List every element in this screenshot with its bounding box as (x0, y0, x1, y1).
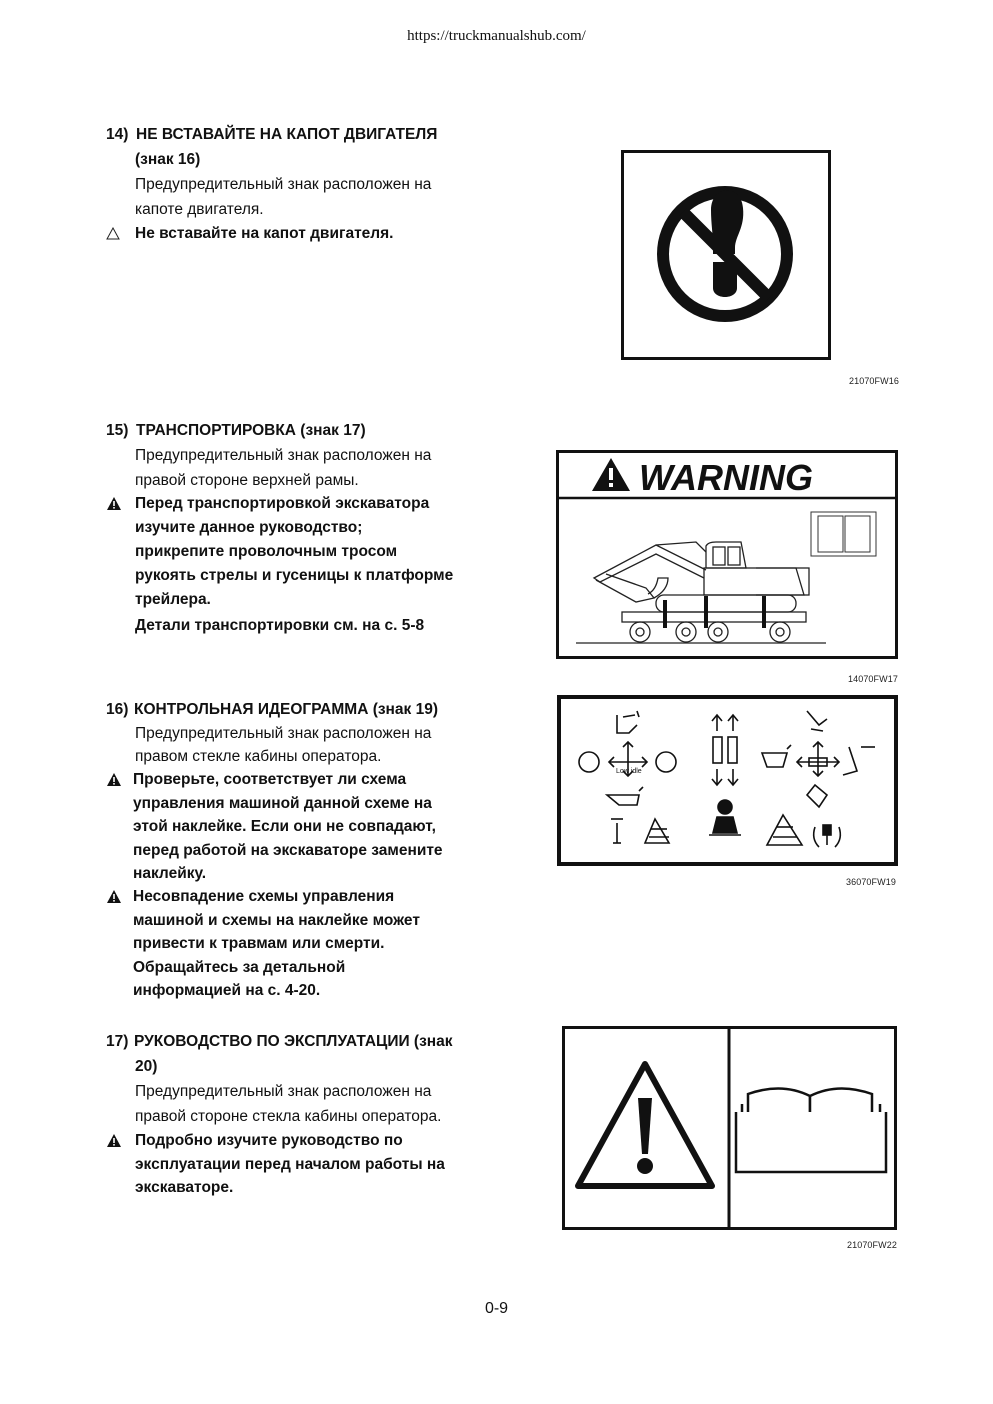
section-14-description-line: Предупредительный знак расположен на (135, 176, 432, 193)
section-16-number: 16) (106, 701, 129, 718)
section-17-warning-line: экскаваторе. (135, 1179, 234, 1196)
low-idle-label: Low idle (616, 768, 642, 775)
section-14-number: 14) (106, 126, 129, 143)
section-14-title (106, 122, 478, 147)
section-15-warning-line: Детали транспортировки см. на с. 5-8 (135, 617, 425, 634)
section-16-warning-line: перед работой на экскаваторе замените (133, 841, 443, 859)
section-14 (106, 122, 478, 222)
section-15-warning-line: трейлера. (135, 591, 211, 608)
section-15-title (106, 418, 478, 443)
no-step-sign-figure (621, 150, 832, 361)
section-17-title (106, 1029, 478, 1054)
control-pattern-decal-figure (557, 695, 898, 866)
section-16-warning-line: Несовпадение схемы управления (133, 888, 395, 905)
section-16-warning (106, 885, 478, 1003)
section-16-warning (106, 768, 478, 886)
section-15-description-line: правой стороне верхней рамы. (135, 472, 359, 489)
section-17 (106, 1029, 478, 1129)
section-17-title-cont: 20) (135, 1058, 158, 1075)
warning-filled-triangle-icon (107, 1134, 121, 1147)
section-14-description-line: капоте двигателя. (135, 201, 264, 218)
section-16-warning-line: управления машиной данной схеме на (133, 794, 432, 812)
page-number: 0-9 (484, 1300, 509, 1317)
figure-code: 21070FW22 (847, 1240, 897, 1250)
figure-code: 21070FW16 (849, 376, 899, 386)
warning-filled-triangle-icon (107, 497, 121, 510)
section-16-description-line: Предупредительный знак расположен на (135, 725, 432, 742)
section-14-warning (106, 222, 478, 246)
section-17-number: 17) (106, 1033, 129, 1050)
transport-warning-sign-figure (556, 450, 898, 660)
figure-code: 14070FW17 (848, 674, 898, 684)
section-14-title-text: НЕ ВСТАВАЙТЕ НА КАПОТ ДВИГАТЕЛЯ (136, 126, 438, 143)
section-15-description-line: Предупредительный знак расположен на (135, 447, 432, 464)
figure-code: 36070FW19 (846, 877, 896, 887)
section-16-warning-line: машиной и схемы на наклейке может (133, 911, 420, 929)
section-17-warning (106, 1129, 478, 1200)
section-17-warning-line: эксплуатации перед началом работы на (135, 1155, 445, 1173)
section-15-warning-line: изучите данное руководство; (135, 519, 363, 536)
section-15-title-text: ТРАНСПОРТИРОВКА (знак 17) (136, 422, 366, 439)
section-14-warning-line: Не вставайте на капот двигателя. (135, 225, 394, 242)
section-17-description-line: Предупредительный знак расположен на (135, 1083, 432, 1100)
section-15-number: 15) (106, 422, 129, 439)
section-16-title (106, 697, 478, 722)
section-16-warning-line: Проверьте, соответствует ли схема (133, 771, 407, 788)
section-16-warning-line: этой наклейке. Если они не совпадают, (133, 818, 436, 835)
section-15-warning-line: Перед транспортировкой экскаватора (135, 495, 430, 512)
caution-outline-triangle-icon (106, 227, 120, 240)
warning-filled-triangle-icon (107, 890, 121, 903)
section-17-description-line: правой стороне стекла кабины оператора. (135, 1108, 442, 1125)
section-14-title-cont: (знак 16) (135, 151, 201, 168)
warning-sign-text: WARNING (639, 457, 813, 498)
book-icon (811, 512, 876, 556)
section-17-warning-line: Подробно изучите руководство по (135, 1132, 403, 1149)
read-manual-sign-figure (562, 1026, 897, 1230)
header-url: https://truckmanualshub.com/ (407, 28, 586, 44)
section-17-title-text: РУКОВОДСТВО ПО ЭКСПЛУАТАЦИИ (знак (134, 1033, 453, 1050)
section-16-warning-line: наклейку. (133, 865, 207, 882)
warning-filled-triangle-icon (107, 773, 121, 786)
section-15-warning (106, 492, 478, 638)
section-16-description-line: правом стекле кабины оператора. (135, 748, 382, 765)
section-16-warning-line: информацией на с. 4-20. (133, 982, 321, 999)
section-16-warning-line: привести к травмам или смерти. (133, 935, 385, 952)
section-16 (106, 697, 478, 768)
open-book-icon (736, 1088, 886, 1172)
section-15-warning-line: прикрепите проволочным тросом (135, 543, 398, 560)
section-16-warning-line: Обращайтесь за детальной (133, 958, 346, 976)
section-16-title-text: КОНТРОЛЬНАЯ ИДЕОГРАММА (знак 19) (134, 701, 439, 718)
section-15 (106, 418, 478, 493)
section-15-warning-line: рукоять стрелы и гусеницы к платформе (135, 567, 454, 584)
